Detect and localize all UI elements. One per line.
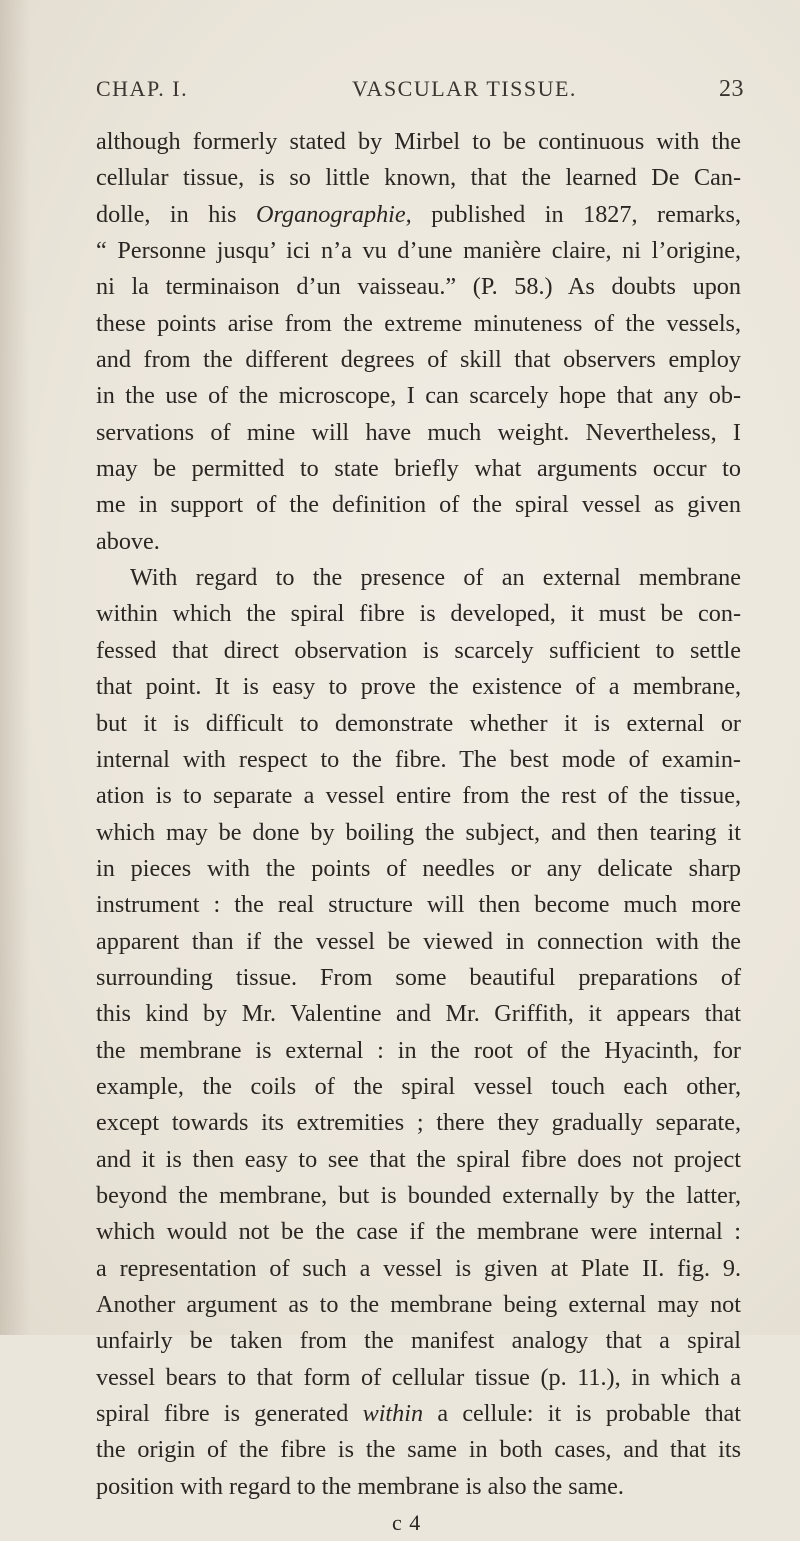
text-line: in the use of the microscope, I can scarcely hope that any ob- xyxy=(96,382,741,410)
text-line: servations of mine will have much weight. Nevertheless, I xyxy=(96,418,741,446)
text-line: apparent than if the vessel be viewed in connection with the xyxy=(96,927,741,955)
text-line: these points arise from the extreme minuteness of the vessels, xyxy=(96,309,741,337)
text-line: Another argument as to the membrane being external may not xyxy=(96,1291,741,1318)
text-line: and it is then easy to see that the spiral fibre does not project xyxy=(96,1145,741,1173)
text-line: cellular tissue, is so little known, that the learned De Can- xyxy=(96,164,741,192)
text-line: “ Personne jusqu’ ici n’a vu d’une manière claire, ni l’origine, xyxy=(96,237,741,265)
running-head xyxy=(96,76,744,106)
text-line: the origin of the fibre is the same in both cases, and that its xyxy=(96,1436,741,1464)
body-text xyxy=(96,124,741,1541)
text-line: beyond the membrane, but is bounded externally by the latter, xyxy=(96,1181,741,1209)
text-line: which would not be the case if the membrane were internal : xyxy=(96,1218,741,1246)
text-line: example, the coils of the spiral vessel touch each other, xyxy=(96,1072,741,1100)
page-gutter-shadow xyxy=(0,0,30,1335)
text-line: but it is difficult to demonstrate whether it is external or xyxy=(96,709,741,737)
text-line: a representation of such a vessel is given at Plate II. fig. 9. xyxy=(96,1254,741,1282)
section-title: VASCULAR TISSUE. xyxy=(352,76,577,101)
page-number: 23 xyxy=(719,76,744,102)
text-line: unfairly be taken from the manifest analogy that a spiral xyxy=(96,1327,741,1355)
text-line: which may be done by boiling the subject, and then tearing it xyxy=(96,818,741,846)
text-line: that point. It is easy to prove the existence of a membrane, xyxy=(96,673,741,701)
text-line: although formerly stated by Mirbel to be continuous with the xyxy=(96,128,741,155)
text-line: me in support of the definition of the spiral vessel as given xyxy=(96,491,741,519)
text-line: above. xyxy=(96,527,160,555)
signature-mark: c 4 xyxy=(392,1510,422,1536)
text-line: internal with respect to the fibre. The best mode of examin- xyxy=(96,745,741,773)
text-line: the membrane is external : in the root of the Hyacinth, for xyxy=(96,1036,741,1064)
chapter-label: CHAP. I. xyxy=(96,76,189,101)
text-line: surrounding tissue. From some beautiful preparations of xyxy=(96,963,741,991)
text-line: this kind by Mr. Valentine and Mr. Griffith, it appears that xyxy=(96,1000,741,1028)
text-line: spiral fibre is generated within a cellule: it is probable that xyxy=(96,1400,741,1428)
text-line: ation is to separate a vessel entire from the rest of the tissue, xyxy=(96,782,741,810)
text-line: With regard to the presence of an external membrane xyxy=(130,564,741,592)
text-line: fessed that direct observation is scarcely sufficient to settle xyxy=(96,636,741,664)
text-line: may be permitted to state briefly what arguments occur to xyxy=(96,455,741,483)
text-line: in pieces with the points of needles or any delicate sharp xyxy=(96,854,741,882)
text-line: within which the spiral fibre is developed, it must be con- xyxy=(96,600,741,628)
text-line: vessel bears to that form of cellular tissue (p. 11.), in which a xyxy=(96,1363,741,1391)
text-line: dolle, in his Organographie, published in 1827, remarks, xyxy=(96,200,741,228)
text-line: except towards its extremities ; there they gradually separate, xyxy=(96,1109,741,1137)
text-line: ni la terminaison d’un vaisseau.” (P. 58.) As doubts upon xyxy=(96,273,741,301)
text-line: instrument : the real structure will then become much more xyxy=(96,891,741,919)
text-line: and from the different degrees of skill that observers employ xyxy=(96,346,741,374)
text-line: position with regard to the membrane is also the same. xyxy=(96,1472,624,1500)
